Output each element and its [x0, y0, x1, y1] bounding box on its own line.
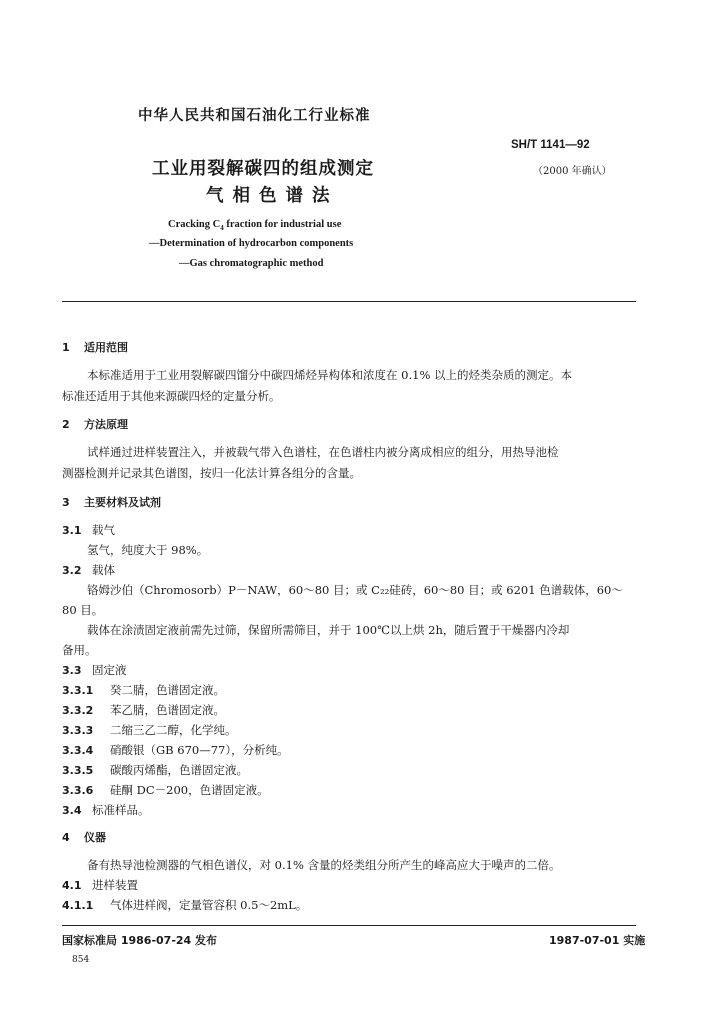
item-text: 气体进样阀，定量管容积 0.5～2mL。 [110, 898, 308, 912]
subsection-number: 3.1 [62, 524, 82, 537]
section-2-text-line: 测器检测并记录其色谱图，按归一化法计算各组分的含量。 [62, 466, 361, 480]
footer-divider [62, 925, 636, 926]
section-title: 适用范围 [84, 341, 128, 354]
section-title: 主要材料及试剂 [84, 496, 161, 509]
item-text: 癸二腈，色谱固定液。 [110, 683, 225, 697]
subsection-title: 标准样品。 [92, 803, 150, 817]
list-item [62, 782, 269, 798]
item-text: 硅酮 DC－200，色谱固定液。 [110, 783, 269, 797]
english-title-part: Cracking C [168, 219, 221, 230]
section-1-heading [62, 339, 128, 355]
subsection-title: 进样装置 [92, 878, 138, 892]
list-item [62, 762, 248, 778]
item-number: 3.3.3 [62, 724, 94, 737]
english-title-line-3: —Gas chromatographic method [179, 258, 324, 269]
subsection-3-2-text-line: 备用。 [62, 643, 97, 657]
section-4-heading [62, 829, 106, 845]
subsection-3-3-heading [62, 662, 127, 678]
subsection-title: 载体 [92, 563, 115, 577]
list-item [62, 702, 225, 718]
english-title-part: fraction for industrial use [223, 219, 342, 230]
subsection-3-2-text-line: 铬姆沙伯（Chromosorb）P－NAW，60～80 目；或 C₂₂硅砖，60～80 目；或 6201 色谱载体，60～ [87, 583, 623, 597]
subsection-number: 3.4 [62, 804, 82, 817]
subsection-number: 4.1 [62, 879, 82, 892]
english-title-line-1 [168, 219, 341, 232]
item-number: 3.3.1 [62, 684, 94, 697]
section-title: 仪器 [84, 831, 106, 844]
section-number: 4 [62, 831, 70, 844]
page-number: 854 [72, 955, 90, 965]
section-number: 2 [62, 418, 70, 431]
english-title-line-2: —Determination of hydrocarbon components [149, 238, 354, 249]
section-number: 1 [62, 341, 70, 354]
subsection-4-1-1 [62, 897, 307, 913]
document-subtitle: 气相色谱法 [206, 186, 339, 206]
subsection-3-1-text: 氢气，纯度大于 98%。 [87, 543, 209, 557]
subsection-number: 3.3 [62, 664, 82, 677]
subsection-3-2-text-line: 80 目。 [62, 603, 104, 617]
subsection-3-2-heading [62, 562, 115, 578]
list-item [62, 722, 237, 738]
list-item [62, 682, 225, 698]
item-text: 硝酸银（GB 670—77），分析纯。 [110, 743, 289, 757]
subsection-3-2-text-line: 载体在涂渍固定液前需先过筛，保留所需筛目，并于 100℃以上烘 2h，随后置于干燥器内冷却 [87, 623, 570, 637]
subsection-4-1-heading [62, 877, 138, 893]
confirmation-note: （2000 年确认） [533, 166, 612, 177]
document-title: 工业用裂解碳四的组成测定 [152, 159, 374, 179]
issue-date: 国家标准局 1986-07-24 发布 [62, 934, 218, 947]
header-divider [62, 301, 636, 302]
section-number: 3 [62, 496, 70, 509]
standard-code: SH/T 1141—92 [511, 139, 590, 151]
section-3-heading [62, 494, 161, 510]
item-number: 4.1.1 [62, 899, 94, 912]
english-title-subscript: 4 [220, 224, 224, 233]
item-number: 3.3.5 [62, 764, 94, 777]
section-2-heading [62, 416, 128, 432]
section-1-text-line: 本标准适用于工业用裂解碳四馏分中碳四烯烃异构体和浓度在 0.1% 以上的烃类杂质的测定。本 [87, 368, 573, 382]
subsection-title: 固定液 [92, 663, 127, 677]
item-number: 3.3.2 [62, 704, 94, 717]
subsection-title: 载气 [92, 523, 115, 537]
subsection-number: 3.2 [62, 564, 82, 577]
subsection-3-1-heading [62, 522, 115, 538]
item-text: 碳酸丙烯酯，色谱固定液。 [110, 763, 248, 777]
item-text: 苯乙腈，色谱固定液。 [110, 703, 225, 717]
list-item [62, 742, 289, 758]
item-number: 3.3.4 [62, 744, 94, 757]
item-number: 3.3.6 [62, 784, 94, 797]
effective-date: 1987-07-01 实施 [549, 934, 646, 947]
section-1-text-line: 标准还适用于其他来源碳四烃的定量分析。 [62, 389, 281, 403]
issuing-organization: 中华人民共和国石油化工行业标准 [138, 108, 371, 124]
section-title: 方法原理 [84, 418, 128, 431]
item-text: 二缩三乙二醇，化学纯。 [110, 723, 237, 737]
subsection-3-4-heading [62, 802, 150, 818]
section-2-text-line: 试样通过进样装置注入，并被载气带入色谱柱，在色谱柱内被分离成相应的组分，用热导池检 [87, 445, 559, 459]
section-4-text: 备有热导池检测器的气相色谱仪，对 0.1% 含量的烃类组分所产生的峰高应大于噪声的二倍。 [87, 858, 561, 872]
